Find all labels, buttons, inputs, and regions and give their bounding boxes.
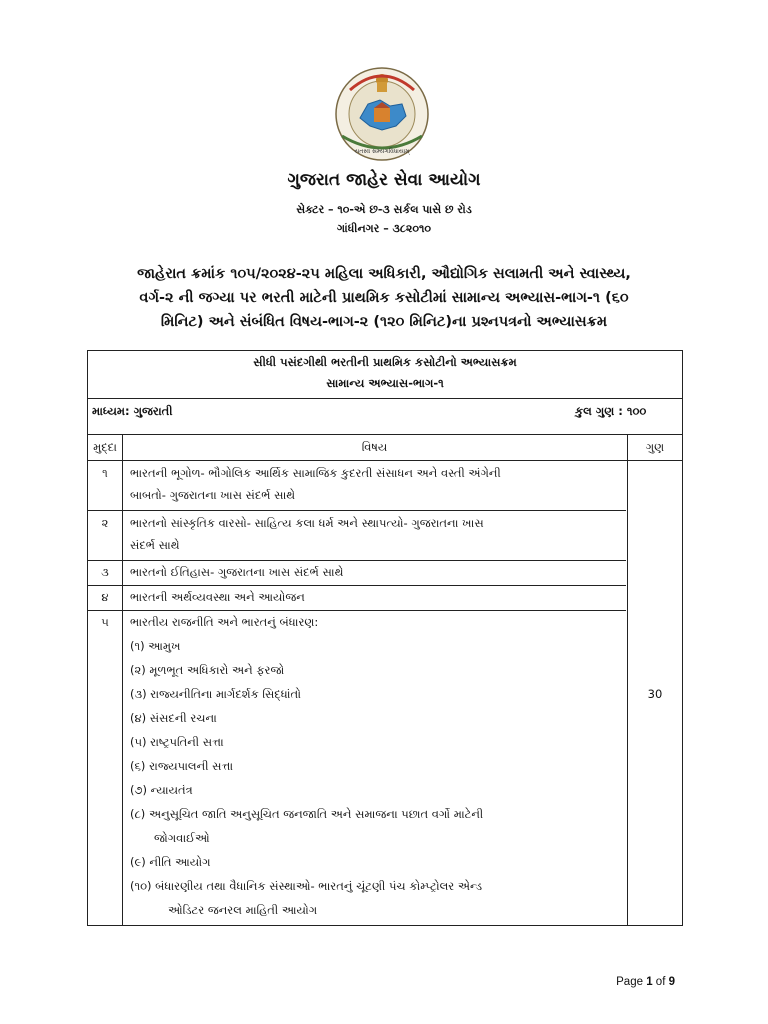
table-divider [88, 610, 626, 611]
advertisement-line-1: જાહેરાત ક્રમાંક ૧૦૫/૨૦૨૪-૨૫ મહિલા અધિકારી, ઔદ્યોગિક સલામતી અને સ્વાસ્થ્ય, [137, 266, 631, 282]
advertisement-line-3: મિનિટ) અને સંબંધિત વિષય-ભાગ-૨ (૧૨૦ મિનિટ)ના પ્રશ્નપત્રનો અભ્યાસક્રમ [160, 314, 608, 330]
row-number: ૫ [101, 615, 109, 629]
table-divider [627, 434, 628, 925]
table-divider [88, 460, 682, 461]
medium-label: માધ્યમ: ગુજરાતી [92, 404, 173, 418]
total-marks-label: કુલ ગુણ : ૧૦૦ [575, 404, 647, 418]
list-item: જોગવાઈઓ [154, 831, 210, 845]
list-item: (૬) રાજ્યપાલની સત્તા [130, 759, 234, 773]
syllabus-table [87, 350, 683, 926]
row-text: ભારતની ભૂગોળ- ભૌગોલિક આર્થિક સામાજિક કુદરતી સંસાધન અને વસ્તી અંગેની [130, 466, 501, 480]
row-text: સંદર્ભ સાથે [130, 538, 180, 552]
row-text: ભારતનો ઈતિહાસ- ગુજરાતના ખાસ સંદર્ભ સાથે [130, 565, 344, 579]
table-divider [122, 434, 123, 925]
list-item: (૫) રાષ્ટ્રપતિની સત્તા [130, 735, 224, 749]
list-item: ઓડિટર જનરલ માહિતી આયોગ [168, 903, 318, 917]
table-title: સીધી પસંદગીથી ભરતીની પ્રાથમિક કસોટીનો અભ્યાસક્રમ [253, 355, 517, 369]
row-text: બાબતો- ગુજરાતના ખાસ સંદર્ભ સાથે [130, 488, 296, 502]
column-header-point: મુદ્દા [93, 440, 117, 454]
page-footer [616, 976, 675, 988]
list-item: (૩) રાજ્યનીતિના માર્ગદર્શક સિદ્ધાંતો [130, 687, 301, 701]
row-number: ૨ [101, 516, 109, 530]
address-line-1: સેક્ટર – ૧૦-એ છ-૩ સર્કલ પાસે છ રોડ [296, 203, 472, 216]
row-number: ૪ [101, 590, 109, 604]
list-item: (૮) અનુસૂચિત જાતિ અનુસૂચિત જનજાતિ અને સમાજના પછાત વર્ગો માટેની [130, 807, 484, 821]
column-header-marks: ગુણ [645, 440, 665, 454]
table-subtitle: સામાન્ય અભ્યાસ-ભાગ-૧ [326, 376, 444, 390]
list-item: (૧૦) બંધારણીય તથા વૈધાનિક સંસ્થાઓ- ભારતનું ચૂંટણી પંચ કોમ્પ્ટ્રોલર એન્ડ [130, 879, 483, 893]
advertisement-heading [78, 262, 690, 334]
table-divider [88, 585, 626, 586]
list-item: (૧) આમુખ [130, 639, 181, 653]
page-prefix: Page [616, 976, 643, 988]
gpsc-emblem-icon [330, 60, 435, 165]
marks-value: 30 [647, 687, 663, 701]
list-item: (૭) ન્યાયતંત્ર [130, 783, 193, 797]
table-divider [88, 434, 682, 435]
row-text: ભારતની અર્થવ્યવસ્થા અને આયોજન [130, 590, 305, 604]
list-item: (૪) સંસદની રચના [130, 711, 217, 725]
page-current: 1 [646, 976, 653, 988]
row-heading: ભારતીય રાજનીતિ અને ભારતનું બંધારણ: [130, 615, 319, 629]
row-number: ૧ [102, 466, 108, 480]
row-text: ભારતનો સાંસ્કૃતિક વારસો- સાહિત્ય કલા ધર્મ અને સ્થાપત્યો- ગુજરાતના ખાસ [130, 516, 484, 530]
row-number: ૩ [101, 565, 109, 579]
advertisement-line-2: વર્ગ-૨ ની જગ્યા પર ભરતી માટેની પ્રાથમિક કસોટીમાં સામાન્ય અભ્યાસ-ભાગ-૧ (૬૦ [139, 290, 629, 306]
column-header-subject: વિષય [361, 440, 388, 454]
list-item: (૯) નીતિ આયોગ [130, 855, 211, 869]
table-divider [88, 398, 682, 399]
organization-title: ગુજરાત જાહેર સેવા આયોગ [287, 170, 481, 190]
list-item: (૨) મૂળભૂત અધિકારો અને ફરજો [130, 663, 285, 677]
table-divider [88, 560, 626, 561]
page-total: 9 [668, 976, 675, 988]
page-of: of [655, 976, 666, 988]
address-line-2: ગાંધીનગર – ૩૮૨૦૧૦ [336, 222, 431, 235]
table-divider [88, 510, 626, 511]
logo-motto: યતસ્વ સમ્યગવિધાયામ્ [354, 148, 410, 155]
